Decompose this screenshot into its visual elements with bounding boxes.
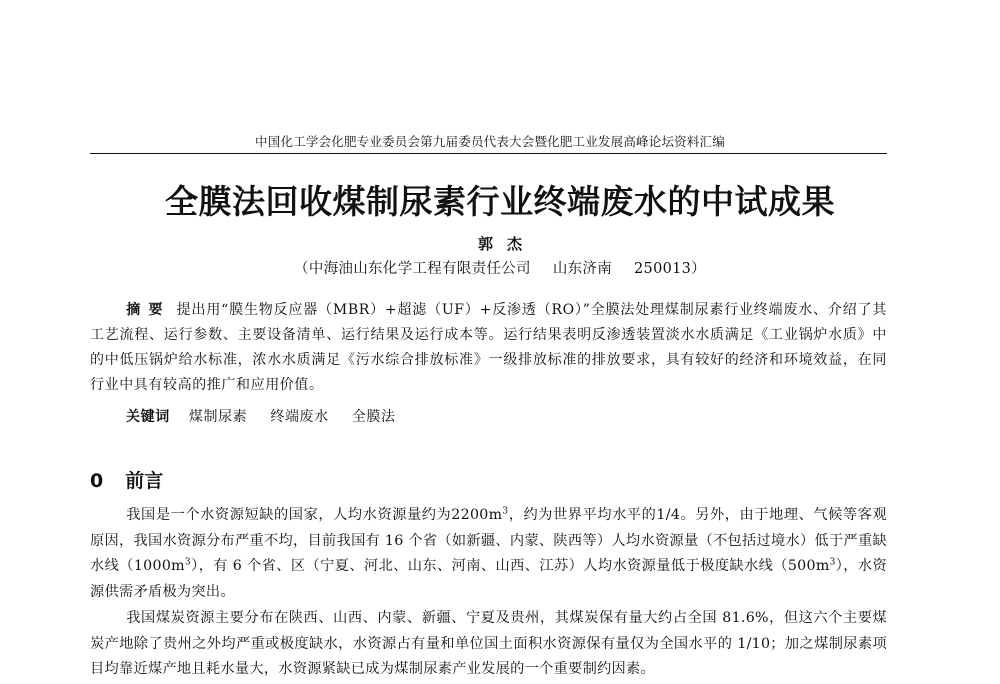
- keyword-item: 煤制尿素: [188, 409, 248, 425]
- keywords: [126, 405, 886, 430]
- body-paragraph: [90, 503, 887, 606]
- affiliation-postcode: 250013: [634, 261, 692, 277]
- author-name: 郭杰: [477, 235, 536, 253]
- keyword-item: 终端废水: [270, 409, 329, 425]
- superscript: 3: [184, 557, 191, 568]
- affiliation-close-paren: ）: [691, 261, 706, 277]
- author-affiliation: [0, 257, 1000, 278]
- affiliation-open-paren: （: [294, 261, 309, 277]
- keywords-label: 关键词: [126, 409, 170, 425]
- paragraph-text: ），水资源供需矛盾极为突出。: [90, 558, 887, 601]
- affiliation-location: 山东济南: [552, 261, 613, 277]
- running-header: 中国化工学会化肥专业委员会第九届委员代表大会暨化肥工业发展高峰论坛资料汇编: [255, 134, 725, 149]
- paper-title: 全膜法回收煤制尿素行业终端废水的中试成果: [165, 182, 835, 221]
- abstract-label: 摘要: [126, 302, 171, 318]
- body-paragraph: [90, 606, 887, 683]
- affiliation-company: 中海油山东化学工程有限责任公司: [308, 261, 531, 277]
- abstract-text: 提出用“膜生物反应器（MBR）+超滤（UF）+反渗透（RO）”全膜法处理煤制尿素行业终端废水、介绍了其工艺流程、运行参数、主要设备清单、运行结果及运行成本等。运行结果表明反渗透装置淡水水质满足《工业锅炉水质》中的中低压锅炉给水标准，浓水水质满足《污水综合排放标准》一级排放标准的排放要求，具有较好的经济和环境效益，在同行业中具有较高的推广和应用价值。: [90, 302, 887, 393]
- paragraph-text: ），有 6 个省、区（宁夏、河北、山东、河南、山西、江苏）人均水资源量低于极度缺水线（500m: [190, 558, 830, 575]
- abstract: [90, 298, 887, 398]
- section-title: 前言: [125, 470, 164, 492]
- superscript: 3: [829, 557, 836, 568]
- body-text: [90, 503, 887, 683]
- section-number: 0: [90, 470, 104, 492]
- keyword-item: 全膜法: [351, 409, 396, 425]
- paragraph-text: 我国是一个水资源短缺的国家，人均水资源量约为2200m: [126, 507, 503, 523]
- section-heading: [90, 466, 163, 493]
- paragraph-text: ，约为世界平均水平的1/4。另外，由于地理、气候等客观原因，我国水资源分布严重不均，目前我国有 16 个省（如新疆、内蒙、陕西等）人均水资源量（不包括过境水）低于严重缺水线（1000m: [90, 507, 887, 575]
- superscript: 3: [502, 506, 509, 517]
- header-rule: [90, 153, 887, 154]
- paragraph-text: 我国煤炭资源主要分布在陕西、山西、内蒙、新疆、宁夏及贵州，其煤炭保有量大约占全国 81.6%，但这六个主要煤炭产地除了贵州之外均严重或极度缺水，水资源占有量和单位国土面积水资源保有量仅为全国水平的 1/10；加之煤制尿素项目均靠近煤产地且耗水量大，水资源紧缺已成为煤制尿素产业发展的一个重要制约因素。: [90, 609, 887, 678]
